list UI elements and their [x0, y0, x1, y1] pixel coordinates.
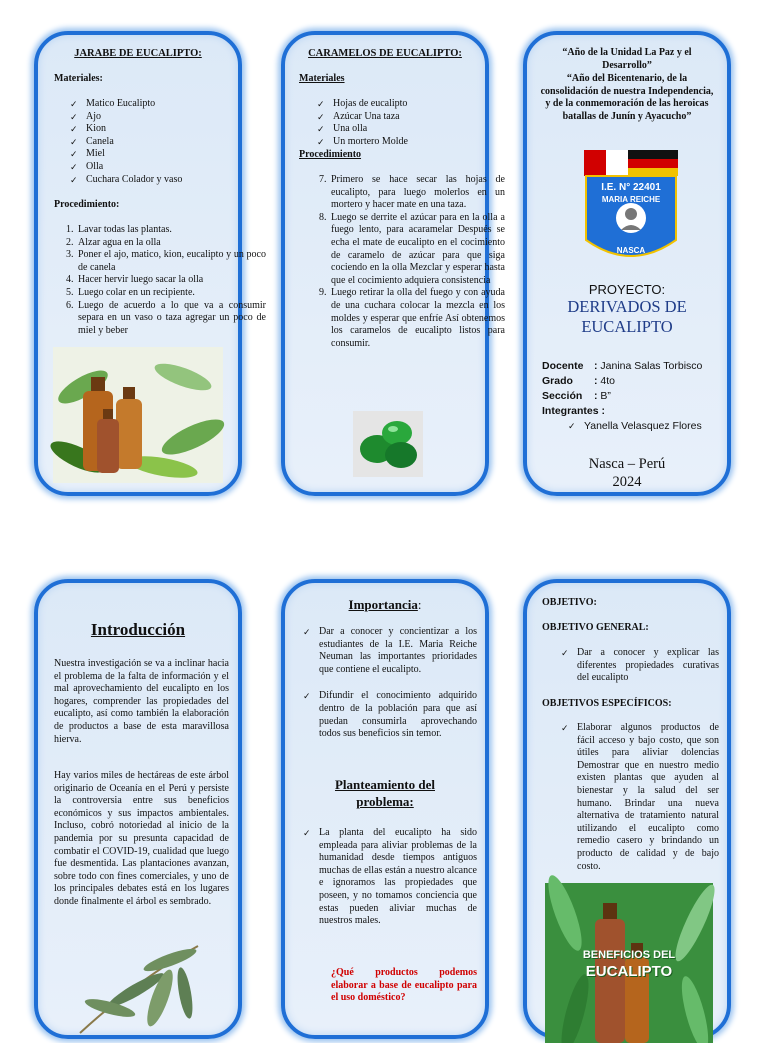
benefits-caption-1: BENEFICIOS DEL [582, 949, 676, 961]
jarabe-procedure-label: Procedimiento: [54, 199, 120, 210]
year: 2024 [612, 474, 642, 490]
project-label: PROYECTO: [588, 282, 666, 297]
logo-school-number: I.E. N° 22401 [601, 182, 661, 193]
year-motto-1: “Año de la Unidad La Paz y el Desarrollo” [562, 47, 692, 71]
members-label: Integrantes : [542, 405, 606, 417]
detail-row: Docente : Janina Salas Torbisco [542, 360, 703, 372]
detail-row: Sección : B” [542, 390, 611, 402]
list-item: 5. Luego colar en un recipiente. [76, 287, 266, 300]
place: Nasca – Perú [588, 456, 666, 472]
list-item: ✓ Azúcar Una taza [315, 111, 480, 124]
list-item: ✓ Un mortero Molde [315, 136, 480, 149]
list-item: 8. Luego se derrite el azúcar para en la olla a fuego lento, para acaramelar Después se echa el mate de eucalipto en el cocimiento de caramelo de azúcar para que siga cociendo en la olla Mezclar y esperar hasta que el cocimiento adquiera consistencia [329, 212, 505, 288]
general-objective-list [559, 647, 719, 685]
jarabe-materials-label: Materiales: [54, 73, 103, 84]
detail-value: Janina Salas Torbisco [600, 360, 703, 372]
intro-paragraph-2: Hay varios miles de hectáreas de este árbol originario de Oceanía en el Perú y persiste la controversia entre sus beneficios económicos y sus impactos ambientales. Incluso, cobró notoriedad al inicio de la pandemia por su presunta capacidad de combatir el COVID-19, cualidad que luego fue desmentida. Las plantaciones avanzan, sobre todo con fines comerciales, y uno de los principales debates está en los lugares donde finalmente el árbol es sembrado. [54, 770, 229, 907]
benefits-caption-2: EUCALIPTO [585, 963, 673, 980]
importance-title: Importancia [348, 597, 418, 612]
caramelos-title: CARAMELOS DE EUCALIPTO: [308, 48, 462, 59]
list-item: ✓ Dar a conocer y concientizar a los estudiantes de la I.E. Maria Reiche Neuman las importantes prioridades que contiene el eucalipto. [301, 626, 477, 676]
school-logo [582, 148, 680, 270]
list-item: 6. Luego de acuerdo a lo que va a consumir separa en un vaso o taza agregar un poco de miel y beber [76, 300, 266, 338]
benefits-image [545, 883, 713, 1043]
list-item: 4. Hacer hervir luego sacar la olla [76, 274, 266, 287]
project-details [542, 359, 732, 434]
eucalyptus-oil-image [53, 347, 223, 483]
panel-jarabe [34, 31, 266, 496]
members-list [566, 419, 732, 434]
detail-label: Docente [542, 360, 584, 372]
list-item: ✓ Matico Eucalipto [68, 98, 238, 111]
logo-school-name: MARIA REICHE [601, 195, 661, 204]
caramelos-materials-list [315, 98, 480, 148]
specific-objectives-list [559, 722, 719, 873]
list-item: ✓ Canela [68, 136, 238, 149]
list-item: 3. Poner el ajo, matico, kion, eucalipto y un poco de canela [76, 249, 266, 274]
panel-introduccion [34, 579, 242, 1039]
list-item: 1. Lavar todas las plantas. [76, 224, 266, 237]
member-item: ✓ Yanella Velasquez Flores [566, 419, 732, 434]
problem-title: Planteamiento del problema: [334, 777, 435, 809]
jarabe-steps-list [46, 224, 266, 337]
project-title: DERIVADOS DE EUCALIPTO [567, 297, 687, 336]
importance-heading: Importancia: [348, 597, 422, 612]
panel-objetivos [523, 579, 731, 1039]
list-item: ✓ Difundir el conocimiento adquirido dentro de la población para que así puedan consumirla aprovechando todos sus beneficios sin temor. [301, 690, 477, 740]
detail-value: 4to [600, 375, 616, 387]
year-motto-2: “Año del Bicentenario, de la consolidación de nuestra Independencia, y de la conmemoración de las heroicas batallas de Junín y Ayacucho” [540, 73, 714, 122]
list-item: 7. Primero se hace secar las hojas de eucalipto, para luego molerlos en un mortero y hacer mate en una taza. [329, 174, 505, 212]
detail-row: Grado : 4to [542, 375, 616, 387]
intro-title: Introducción [90, 620, 186, 639]
logo-city: NASCA [616, 246, 646, 255]
specific-objectives-label: OBJETIVOS ESPECÍFICOS: [542, 698, 672, 709]
research-question: ¿Qué productos podemos elaborar a base de eucalipto para el uso doméstico? [331, 967, 477, 1004]
importance-list [301, 626, 477, 741]
green-candies-image [353, 411, 423, 477]
list-item: ✓ La planta del eucalipto ha sido empleada para aliviar problemas de la humanidad desde tiempos antiguos muchas de ellas están a nuestro alcance e ignoramos las propiedades que poseen, y no tomamos conciencia que estas pueden aliviar muchas de nuestros males. [301, 827, 477, 928]
detail-label: Grado [542, 375, 573, 387]
jarabe-materials-list [68, 98, 238, 186]
list-item: ✓ Kion [68, 123, 238, 136]
list-item: ✓ Ajo [68, 111, 238, 124]
detail-label: Sección [542, 390, 583, 402]
eucalyptus-branch-image [70, 938, 210, 1038]
list-item: ✓ Dar a conocer y explicar las diferentes propiedades curativas del eucalipto [559, 647, 719, 685]
caramelos-steps-list [299, 174, 505, 350]
list-item: ✓ Una olla [315, 123, 480, 136]
caramelos-materials-label: Materiales [299, 73, 345, 84]
list-item: 2. Alzar agua en la olla [76, 237, 266, 250]
jarabe-title: JARABE DE EUCALIPTO: [74, 48, 202, 59]
list-item: ✓ Cuchara Colador y vaso [68, 174, 238, 187]
caramelos-procedure-label: Procedimiento [299, 149, 362, 160]
list-item: 9. Luego retirar la olla del fuego y con ayuda de una cuchara colocar la mezcla en los moldes y esperar que enfríe Así obtenemos los caramelos de eucalipto listos para consumir. [329, 287, 505, 350]
list-item: ✓ Miel [68, 148, 238, 161]
list-item: ✓ Elaborar algunos productos de fácil acceso y bajo costo, que son útiles para aliviar dolencias Demostrar que en nuestro medio existen plantas que ayuden al bienestar y la salud del ser humano. Brindar una nueva alternativa de tratamiento natural utilizando el eucalipto como remedio casero y brindando un producto de calidad y de bajo costo. [559, 722, 719, 873]
intro-paragraph-1: Nuestra investigación se va a inclinar hacia el problema de la falta de información y el mal aprovechamiento del eucalipto en los hogares, comprender las propiedades del eucalipto, así como también la elaboración de productos a base de esta maravillosa hierva. [54, 658, 229, 745]
detail-value: B” [600, 390, 611, 402]
problem-list [301, 827, 477, 928]
general-objective-label: OBJETIVO GENERAL: [542, 622, 649, 633]
list-item: ✓ Olla [68, 161, 238, 174]
list-item: ✓ Hojas de eucalipto [315, 98, 480, 111]
panel-caramelos [281, 31, 505, 496]
panel-cover [523, 31, 731, 496]
panel-importancia [281, 579, 489, 1039]
objective-label: OBJETIVO: [542, 597, 597, 608]
